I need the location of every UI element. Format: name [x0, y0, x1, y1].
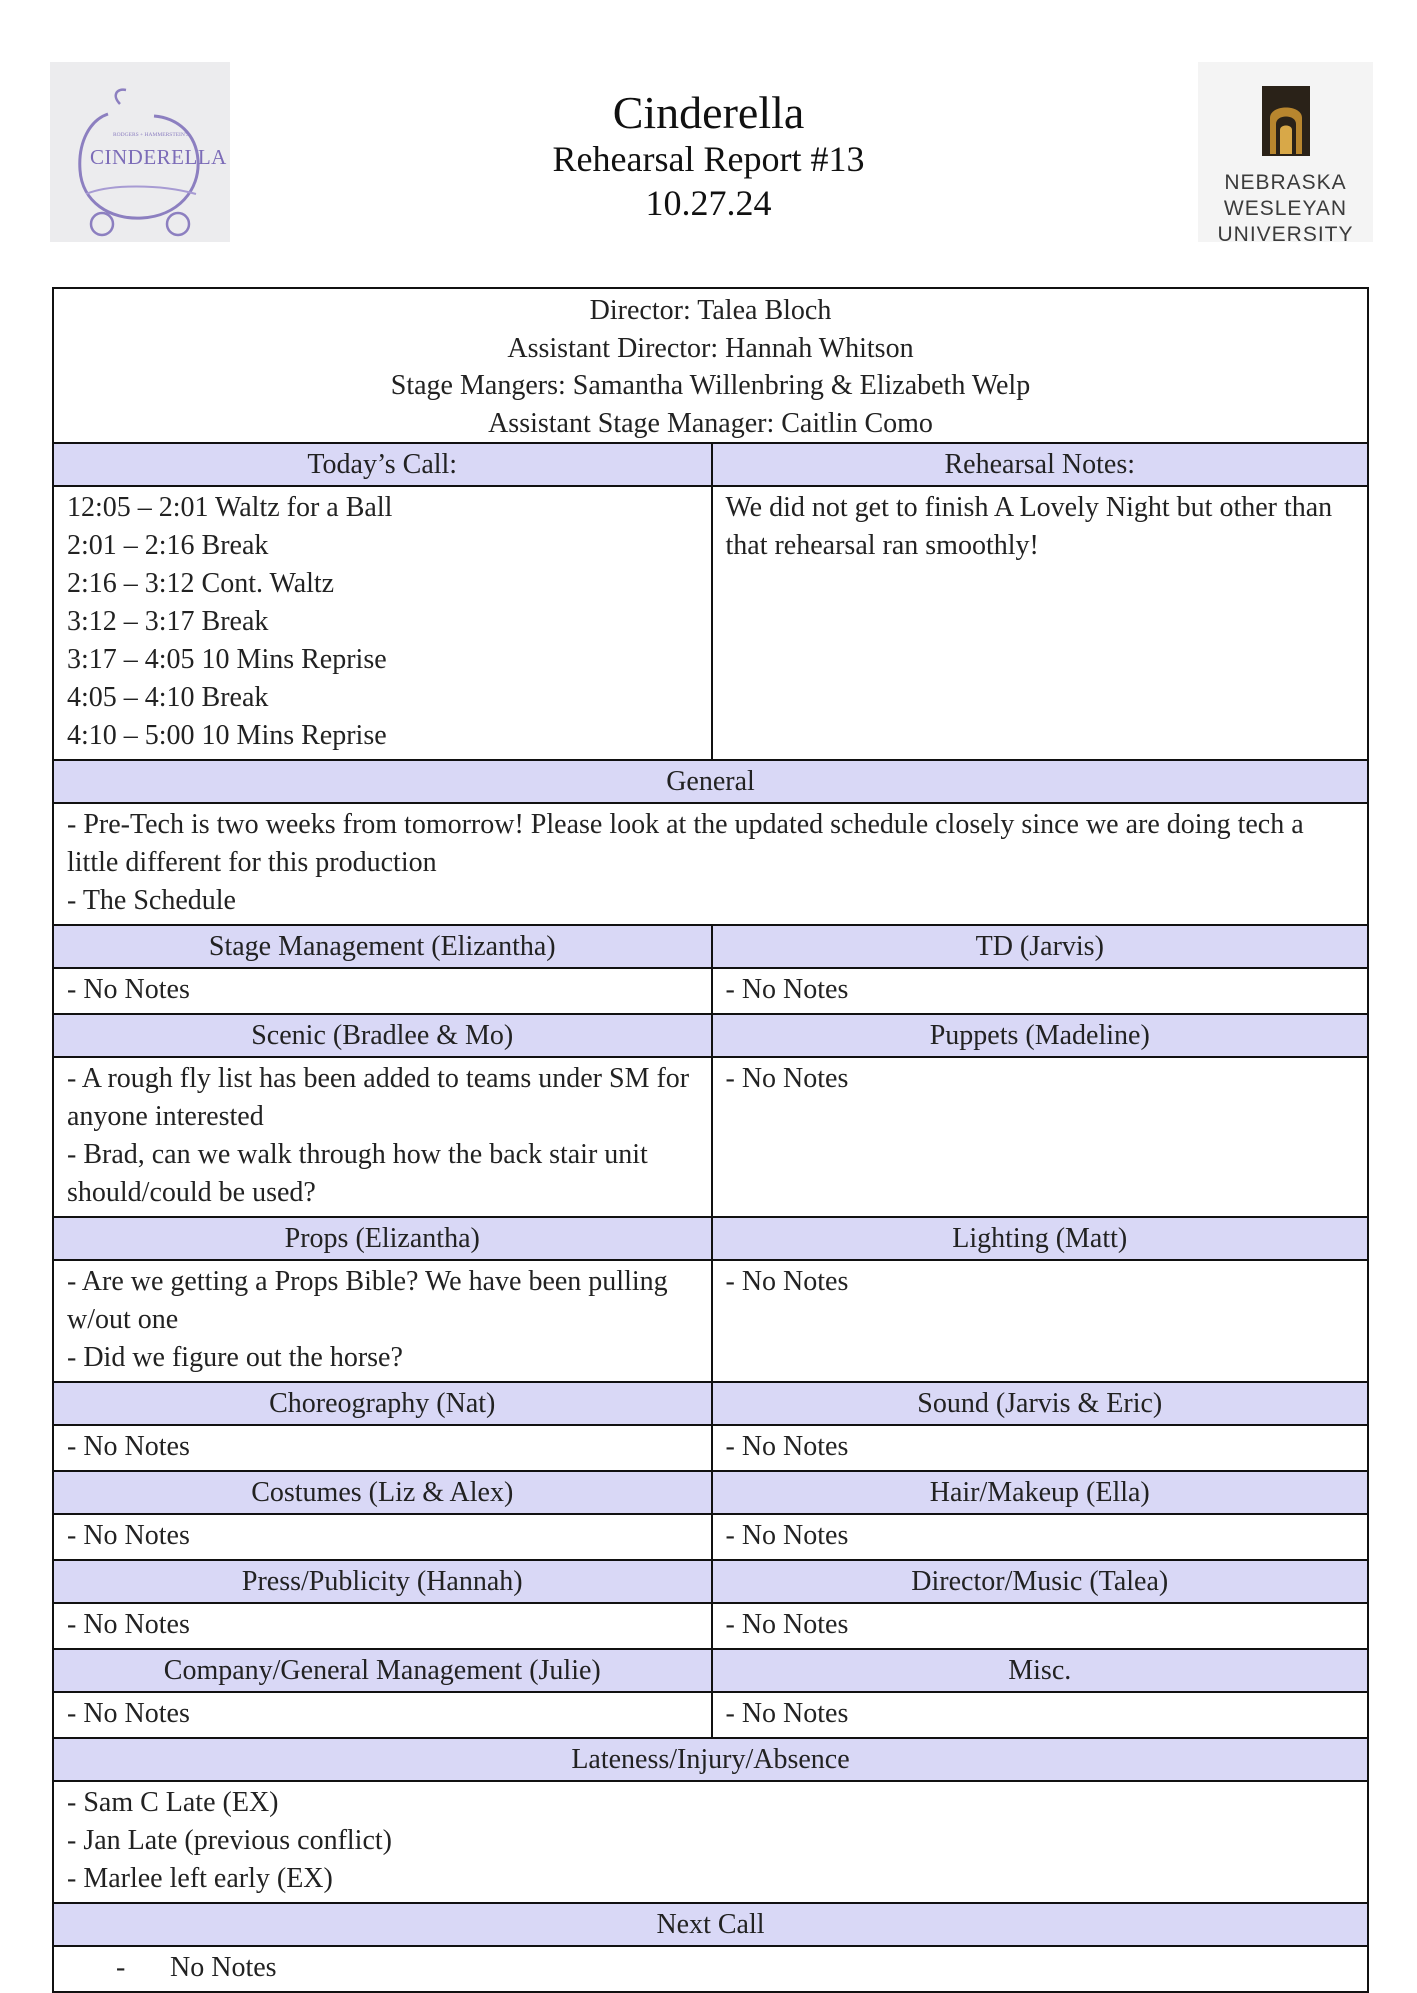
report-title: Cinderella	[612, 87, 805, 138]
dept-note: - No Notes	[725, 1520, 849, 1551]
general-note: - Pre-Tech is two weeks from tomorrow! Please look at the updated schedule closely since we are doing tech a little different for this production	[67, 809, 1304, 878]
dept-note: - No Notes	[67, 1698, 190, 1729]
dept-header-row	[54, 1216, 1367, 1259]
dept-note: - No Notes	[67, 1431, 190, 1462]
dept-note: - A rough fly list has been added to teams under SM for anyone interested	[67, 1063, 690, 1132]
nwu-name-line-1: NEBRASKA	[1224, 171, 1347, 194]
dept-header-row	[54, 1013, 1367, 1056]
dept-notes-puppets	[711, 1058, 1368, 1216]
dept-header-row	[54, 1648, 1367, 1691]
call-item: 2:01 – 2:16 Break	[67, 530, 269, 561]
dept-notes-press-publicity	[54, 1604, 711, 1648]
dept-notes-hair-makeup	[711, 1515, 1368, 1559]
call-notes-header-row	[54, 442, 1367, 485]
staff-director: Director: Talea Bloch	[589, 295, 832, 326]
dept-body-row	[54, 967, 1367, 1013]
university-seal-icon	[1256, 84, 1316, 158]
lateness-note: - Marlee left early (EX)	[67, 1863, 333, 1894]
call-item: 3:12 – 3:17 Break	[67, 606, 269, 637]
dept-header-hair-makeup: Hair/Makeup (Ella)	[711, 1472, 1368, 1513]
dept-note: - No Notes	[725, 1609, 849, 1640]
staff-list	[54, 289, 1367, 442]
dept-note: - No Notes	[725, 1063, 849, 1094]
dept-note: - Brad, can we walk through how the back stair unit should/could be used?	[67, 1139, 648, 1208]
dept-note: - No Notes	[67, 1609, 190, 1640]
dept-notes-props	[54, 1261, 711, 1381]
dept-note: - No Notes	[725, 1266, 849, 1297]
call-item: 4:05 – 4:10 Break	[67, 682, 269, 713]
general-body-row	[54, 802, 1367, 924]
lateness-note: - Sam C Late (EX)	[67, 1787, 279, 1818]
next-call-header-row	[54, 1902, 1367, 1945]
nwu-logo	[1198, 62, 1373, 246]
dept-note: - No Notes	[67, 974, 190, 1005]
dept-notes-choreography	[54, 1426, 711, 1470]
dept-body-row	[54, 1602, 1367, 1648]
dept-header-row	[54, 1559, 1367, 1602]
rehearsal-notes-header: Rehearsal Notes:	[711, 444, 1368, 485]
dept-header-props: Props (Elizantha)	[54, 1218, 711, 1259]
nwu-name-line-3: UNIVERSITY	[1217, 223, 1354, 246]
rehearsal-report-table	[52, 287, 1369, 1993]
next-call-body-row	[54, 1945, 1367, 1991]
dept-header-td: TD (Jarvis)	[711, 926, 1368, 967]
dept-header-misc: Misc.	[711, 1650, 1368, 1691]
lateness-header-row	[54, 1737, 1367, 1780]
dept-note: - Did we figure out the horse?	[67, 1342, 403, 1373]
todays-call-header: Today’s Call:	[54, 444, 711, 485]
report-subtitle: Rehearsal Report #13	[552, 139, 865, 179]
call-item: 2:16 – 3:12 Cont. Waltz	[67, 568, 335, 599]
report-date: 10.27.24	[645, 183, 772, 223]
dept-header-puppets: Puppets (Madeline)	[711, 1015, 1368, 1056]
lateness-note: - Jan Late (previous conflict)	[67, 1825, 392, 1856]
dept-notes-company-management	[54, 1693, 711, 1737]
logo-main-text: CINDERELLA	[90, 145, 227, 169]
dept-header-company-management: Company/General Management (Julie)	[54, 1650, 711, 1691]
todays-call-list	[54, 487, 711, 759]
dept-body-row	[54, 1259, 1367, 1381]
next-call-notes	[54, 1947, 1367, 1991]
dept-header-costumes: Costumes (Liz & Alex)	[54, 1472, 711, 1513]
next-call-text: No Notes	[170, 1952, 277, 1983]
lateness-header: Lateness/Injury/Absence	[54, 1739, 1367, 1780]
dept-header-stage-management: Stage Management (Elizantha)	[54, 926, 711, 967]
dept-body-row	[54, 1513, 1367, 1559]
dept-note: - No Notes	[725, 1431, 849, 1462]
dept-header-row	[54, 924, 1367, 967]
dept-note: - Are we getting a Props Bible? We have been pulling w/out one	[67, 1266, 668, 1335]
general-header: General	[54, 761, 1367, 802]
dept-header-choreography: Choreography (Nat)	[54, 1383, 711, 1424]
general-notes	[54, 804, 1367, 924]
next-call-dash: -	[116, 1952, 126, 1983]
dept-header-lighting: Lighting (Matt)	[711, 1218, 1368, 1259]
rehearsal-notes-text: We did not get to finish A Lovely Night but other than that rehearsal ran smoothly!	[711, 487, 1368, 759]
dept-note: - No Notes	[725, 1698, 849, 1729]
call-item: 4:10 – 5:00 10 Mins Reprise	[67, 720, 387, 751]
dept-body-row	[54, 1424, 1367, 1470]
dept-note: - No Notes	[725, 974, 849, 1005]
dept-body-row	[54, 1056, 1367, 1216]
dept-notes-director-music	[711, 1604, 1368, 1648]
staff-assistant-director: Assistant Director: Hannah Whitson	[507, 332, 914, 364]
general-header-row	[54, 759, 1367, 802]
dept-note: - No Notes	[67, 1520, 190, 1551]
lateness-body-row	[54, 1780, 1367, 1902]
dept-notes-costumes	[54, 1515, 711, 1559]
lateness-notes	[54, 1782, 1367, 1902]
dept-notes-td	[711, 969, 1368, 1013]
nwu-name-line-2: WESLEYAN	[1223, 197, 1348, 220]
staff-stage-managers: Stage Mangers: Samantha Willenbring & Elizabeth Welp	[390, 370, 1031, 401]
call-item: 3:17 – 4:05 10 Mins Reprise	[67, 644, 387, 675]
call-notes-body-row	[54, 485, 1367, 759]
dept-header-row	[54, 1470, 1367, 1513]
dept-notes-stage-management	[54, 969, 711, 1013]
dept-notes-misc	[711, 1693, 1368, 1737]
dept-header-sound: Sound (Jarvis & Eric)	[711, 1383, 1368, 1424]
dept-header-director-music: Director/Music (Talea)	[711, 1561, 1368, 1602]
next-call-header: Next Call	[54, 1904, 1367, 1945]
dept-header-scenic: Scenic (Bradlee & Mo)	[54, 1015, 711, 1056]
staff-assistant-stage-manager: Assistant Stage Manager: Caitlin Como	[488, 407, 933, 439]
logo-top-text: RODGERS + HAMMERSTEIN'S	[113, 132, 189, 138]
general-note: - The Schedule	[67, 885, 236, 916]
call-item: 12:05 – 2:01 Waltz for a Ball	[67, 492, 393, 523]
dept-header-row	[54, 1381, 1367, 1424]
dept-notes-scenic	[54, 1058, 711, 1216]
dept-notes-sound	[711, 1426, 1368, 1470]
dept-header-press-publicity: Press/Publicity (Hannah)	[54, 1561, 711, 1602]
dept-body-row	[54, 1691, 1367, 1737]
dept-notes-lighting	[711, 1261, 1368, 1381]
